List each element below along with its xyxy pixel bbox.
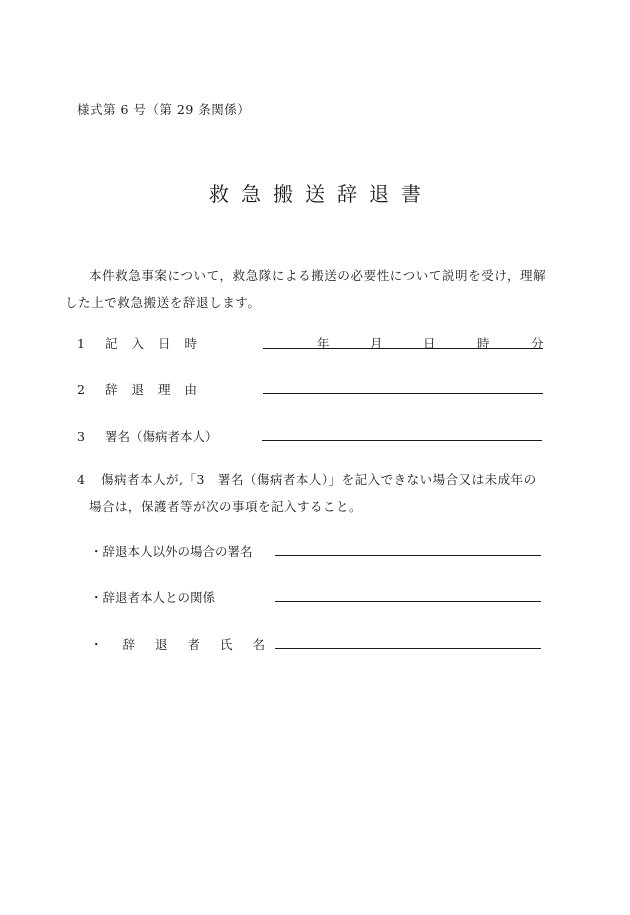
subitem-label: ・辞退者本人との関係 [90,590,216,605]
item-number: 2 [77,382,85,397]
month-unit: 月 [370,336,383,351]
subitem-label: ・辞退本人以外の場合の署名 [90,544,253,559]
minute-unit: 分 [531,336,544,351]
item-label: 辞退理由 [104,382,211,397]
intro-line-1: 本件救急事案について，救急隊による搬送の必要性について説明を受け，理解 [89,268,547,283]
datetime-field[interactable] [263,334,543,349]
form-number: 様式第 6 号（第 29 条関係） [77,102,251,117]
item-label: 署名（傷病者本人） [104,429,218,444]
item-reason [77,380,211,398]
item-label: 記入日時 [104,336,211,351]
item-signature [77,427,218,445]
hour-unit: 時 [477,336,490,351]
subitem-proxy-signature [90,542,253,560]
signature-field-line[interactable] [262,440,542,441]
day-unit: 日 [423,336,436,351]
document-title: 救急搬送辞退書 [209,182,433,206]
subitem-label: ・辞退者氏名 [90,637,286,652]
decliner-name-field-line[interactable] [275,648,541,649]
intro-line-2: した上で救急搬送を辞退します。 [65,295,261,310]
item4-line-1: 傷病者本人が,「3 署名（傷病者本人）」を記入できない場合又は未成年の [101,472,537,487]
subitem-relationship [90,588,215,606]
item4-line-2: 場合は，保護者等が次の事項を記入すること。 [89,499,363,514]
reason-field-line[interactable] [263,393,543,394]
year-unit: 年 [317,336,330,351]
item-entry-datetime [77,334,211,352]
subitem-decliner-name [90,635,285,653]
item-number: 4 [77,472,86,487]
item-number: 3 [77,429,85,444]
item-guardian-instructions [77,466,557,520]
item-number: 1 [77,336,85,351]
proxy-signature-field-line[interactable] [275,555,541,556]
relationship-field-line[interactable] [275,601,541,602]
intro-paragraph [65,262,557,316]
